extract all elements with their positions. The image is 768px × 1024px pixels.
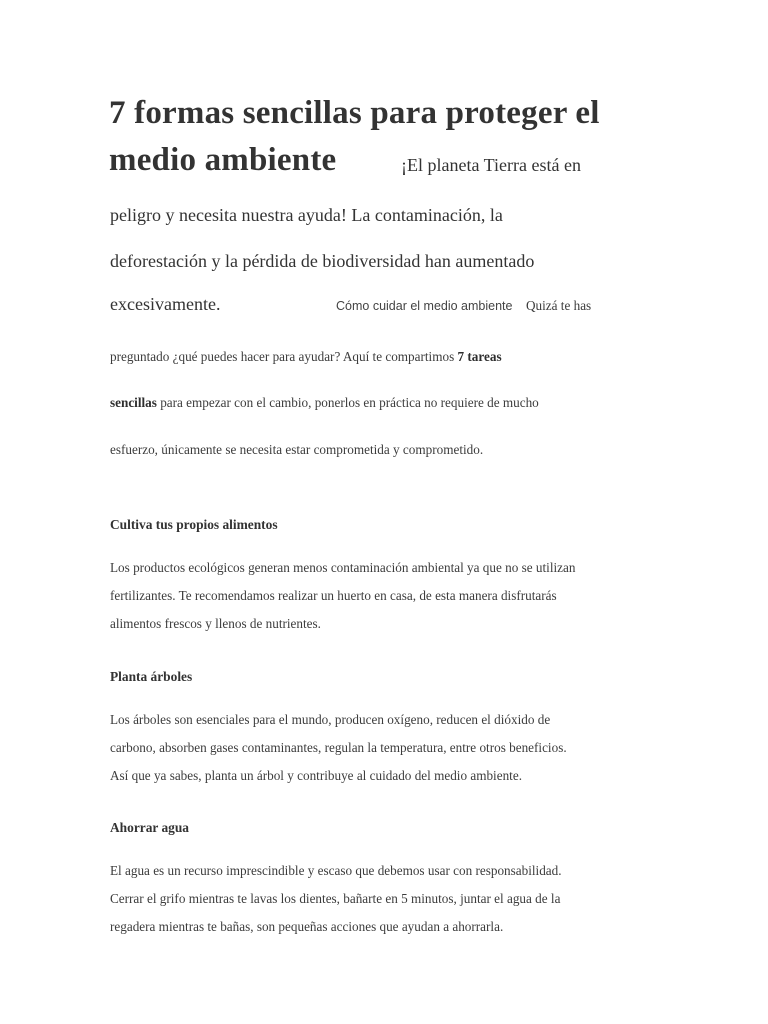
image-caption: Cómo cuidar el medio ambiente — [336, 299, 513, 313]
section-heading-cultiva: Cultiva tus propios alimentos — [110, 517, 278, 532]
section-text-line: Los productos ecológicos generan menos contaminación ambiental ya que no se utilizan — [110, 560, 576, 575]
section-text-line: alimentos frescos y llenos de nutrientes. — [110, 616, 321, 631]
page-title-line-2: medio ambiente — [109, 142, 337, 178]
section-heading-planta: Planta árboles — [110, 669, 193, 684]
section-text-line: Cerrar el grifo mientras te lavas los dientes, bañarte en 5 minutos, juntar el agua de la — [110, 891, 561, 906]
section-text-line: fertilizantes. Te recomendamos realizar un huerto en casa, de esta manera disfrutarás — [110, 588, 557, 603]
intro-text-segment: preguntado ¿qué puedes hacer para ayudar? Aquí te compartimos — [110, 349, 455, 364]
lead-text-line-1: ¡El planeta Tierra está en — [401, 155, 581, 175]
intro-bold-segment-1: 7 tareas — [457, 349, 502, 364]
intro-text-line-3 — [110, 395, 539, 411]
intro-text-line-1: Quizá te has — [526, 298, 592, 313]
intro-text-line-4: esfuerzo, únicamente se necesita estar comprometida y comprometido. — [110, 442, 484, 457]
intro-text-line-2 — [110, 349, 502, 365]
intro-text-segment: para empezar con el cambio, ponerlos en práctica no requiere de mucho — [160, 395, 539, 410]
section-text-line: Los árboles son esenciales para el mundo, producen oxígeno, reducen el dióxido de — [110, 712, 551, 727]
section-text-line: regadera mientras te bañas, son pequeñas acciones que ayudan a ahorrarla. — [110, 919, 504, 934]
page-title-line-1: 7 formas sencillas para proteger el — [109, 95, 600, 131]
section-heading-agua: Ahorrar agua — [110, 820, 189, 835]
section-text-line: carbono, absorben gases contaminantes, regulan la temperatura, entre otros beneficios. — [110, 740, 567, 755]
section-text-line: El agua es un recurso imprescindible y escaso que debemos usar con responsabilidad. — [110, 863, 562, 878]
lead-text-line-3: deforestación y la pérdida de biodiversidad han aumentado — [110, 251, 535, 271]
lead-text-line-2: peligro y necesita nuestra ayuda! La contaminación, la — [110, 205, 503, 225]
section-text-line: Así que ya sabes, planta un árbol y contribuye al cuidado del medio ambiente. — [110, 768, 522, 783]
lead-text-line-4: excesivamente. — [110, 294, 221, 314]
intro-bold-segment-2: sencillas — [110, 395, 157, 410]
